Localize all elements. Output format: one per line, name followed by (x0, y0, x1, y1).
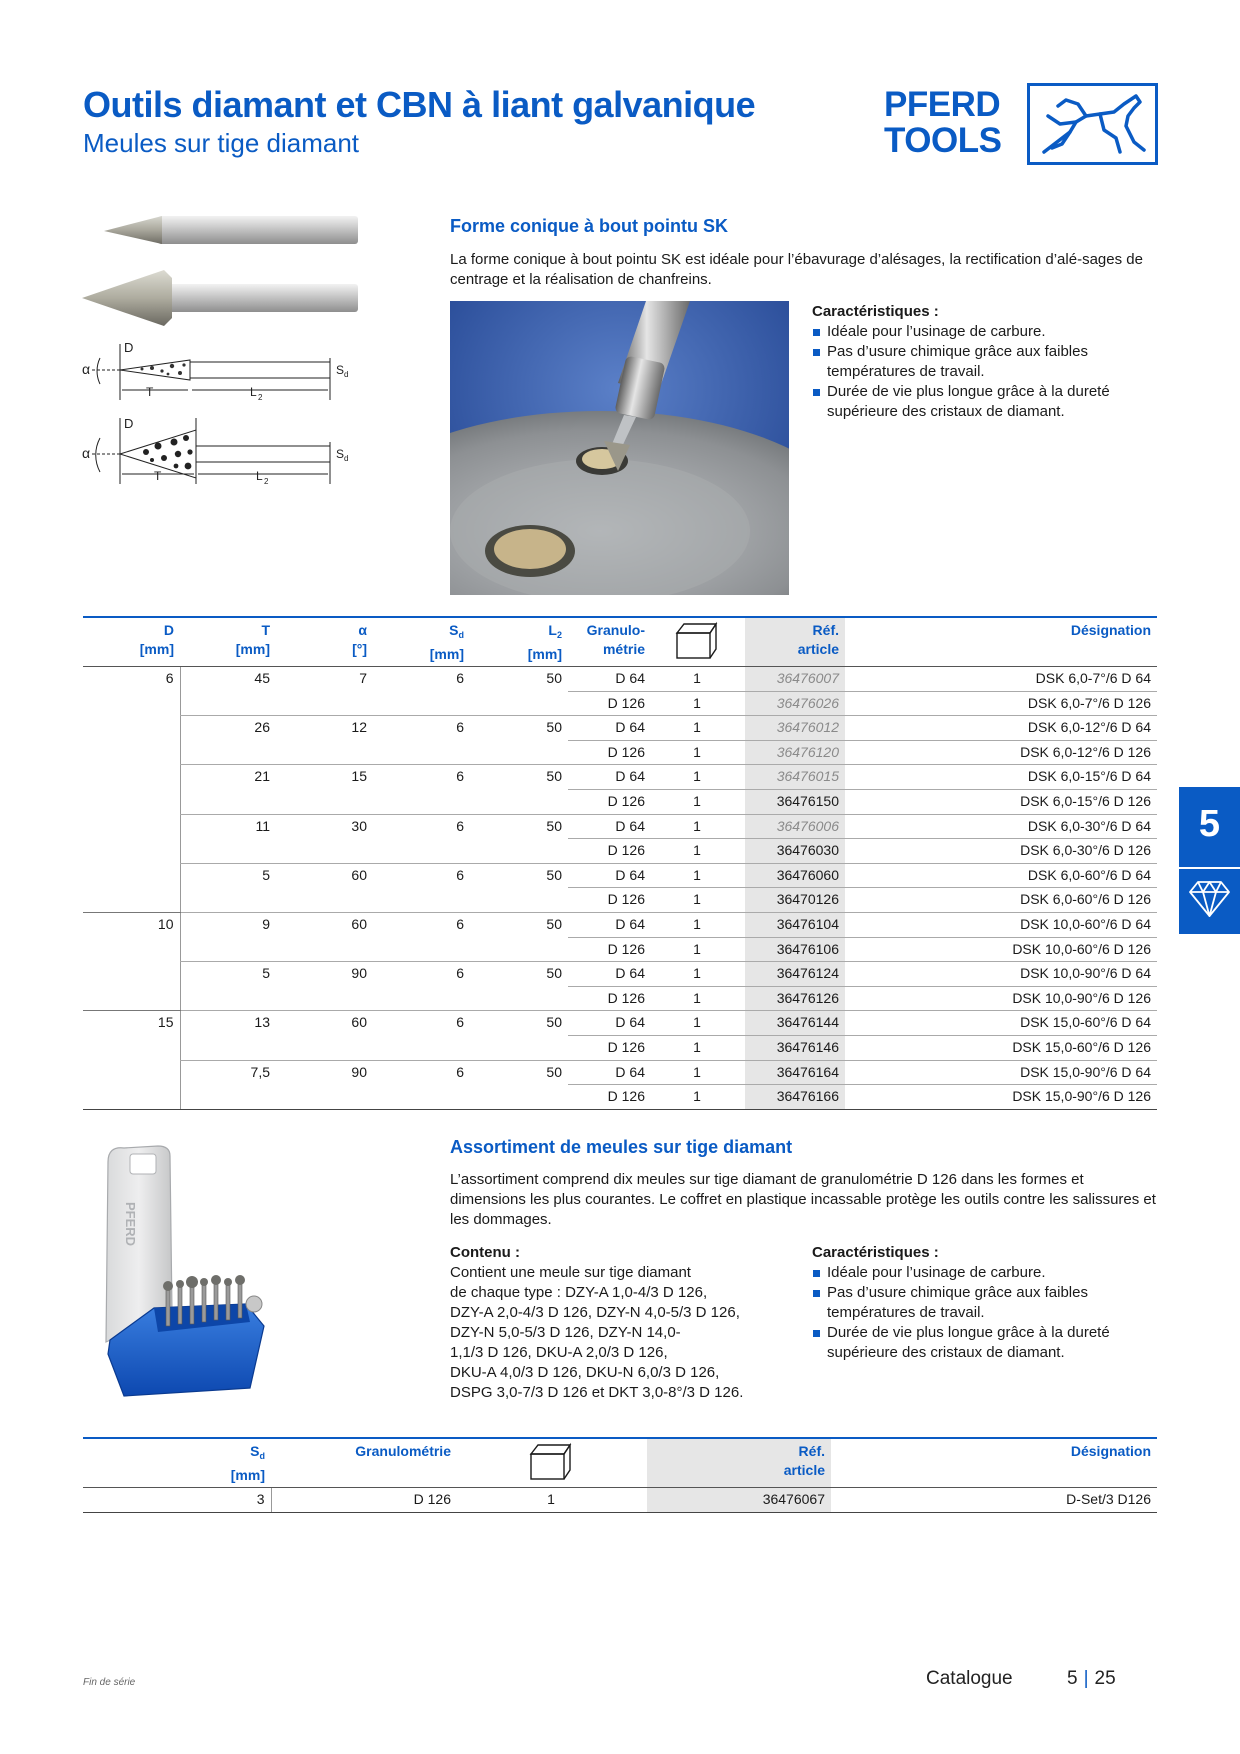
cell-L: 50 (546, 915, 562, 932)
product-image-assortment-case (100, 1142, 360, 1400)
cell-qty: 1 (651, 839, 745, 864)
col-header-granulometry: Granulométrie (271, 1438, 457, 1488)
cell-D (83, 888, 180, 913)
cell-T (180, 937, 276, 962)
features-list-assortment (812, 1263, 1162, 1363)
cell-ref: 36476026 (745, 691, 845, 716)
cell-gran: D 64 (568, 667, 651, 692)
cell-alpha: 15 (351, 768, 367, 785)
col-header-Sd: $S_d$ [mm] (373, 617, 470, 667)
table-row (83, 962, 1157, 987)
dim-label-alpha: α (82, 361, 91, 377)
tab-divider (1179, 867, 1240, 869)
table-row (83, 1085, 1157, 1110)
col-header-granulometry: Granulo- métrie (568, 617, 651, 667)
cell-desig: DSK 10,0-60°/6 D 126 (845, 937, 1157, 962)
cell-desig: DSK 15,0-60°/6 D 126 (845, 1035, 1157, 1060)
col-header-D: D [mm] (83, 617, 180, 667)
dim-label-T: T (146, 385, 154, 399)
cell-S (373, 1085, 470, 1110)
contents-line: DZY-A 2,0-4/3 D 126, DZY-N 4,0-5/3 D 126, (450, 1304, 740, 1321)
cell-ref: 36476104 (745, 912, 845, 937)
table-row (83, 814, 1157, 839)
features-list-sk (812, 322, 1162, 422)
col-header-T: T [mm] (180, 617, 276, 667)
cell-T: 45 (180, 667, 276, 692)
cell-S: 6 (456, 670, 464, 686)
cell-desig: DSK 6,0-12°/6 D 64 (845, 716, 1157, 741)
dim-label-alpha-2: α (82, 445, 91, 461)
section-description-sk: La forme conique à bout pointu SK est idéale pour l’ébavurage d’alésages, la rectification d’alé-sages de centrage et la réalisation de chanfreins. (450, 251, 1143, 288)
cell-ref: 36470126 (745, 888, 845, 913)
cell-L: 50 (546, 1014, 562, 1031)
cell-S: 6 (456, 768, 464, 785)
col-header-L2: $L_2$ [mm] (470, 617, 568, 667)
cell-desig: DSK 15,0-60°/6 D 64 (845, 1011, 1157, 1036)
cell-L (470, 937, 568, 962)
pferd-logo (884, 83, 1158, 165)
cell-alpha (276, 691, 373, 716)
cell-T: 9 (180, 912, 276, 937)
cell-D (83, 740, 180, 765)
cell-gran: D 126 (568, 1035, 651, 1060)
dim-label-S-sub: d (344, 370, 349, 379)
cell-ref: 36476106 (745, 937, 845, 962)
cell-L: 50 (546, 817, 562, 834)
diamond-icon (1188, 879, 1231, 919)
contents-line: DSPG 3,0-7/3 D 126 et DKT 3,0-8°/3 D 126. (450, 1384, 744, 1401)
cell-D: 15 (157, 1014, 174, 1031)
cell-alpha: 7 (359, 670, 367, 686)
col-header-designation: Désignation (845, 617, 1157, 667)
dim-label-T-2: T (154, 469, 162, 483)
cell-S (373, 740, 470, 765)
cell-gran: D 64 (568, 716, 651, 741)
cell-S: 6 (456, 965, 464, 982)
cell-D (83, 962, 180, 987)
contents-list (450, 1263, 790, 1403)
cell-D (83, 789, 180, 814)
cell-alpha: 90 (351, 1063, 367, 1080)
cell-desig: DSK 6,0-15°/6 D 126 (845, 789, 1157, 814)
cell-desig: DSK 10,0-90°/6 D 126 (845, 986, 1157, 1011)
cell-D (83, 1085, 180, 1110)
cell-D (83, 937, 180, 962)
cell-S: 6 (456, 1063, 464, 1080)
cell-S (373, 691, 470, 716)
cell-T: 11 (180, 814, 276, 839)
cell-L (470, 1085, 568, 1110)
cell-desig: DSK 6,0-7°/6 D 126 (845, 691, 1157, 716)
cell-qty: 1 (651, 667, 745, 692)
cell-L (470, 888, 568, 913)
cell-qty: 1 (651, 888, 745, 913)
cell-D (83, 1060, 180, 1085)
cell-S (373, 937, 470, 962)
cell-S: 6 (456, 817, 464, 834)
cell-T (180, 986, 276, 1011)
col-header-package-icon (651, 617, 745, 667)
cell-T (180, 740, 276, 765)
cell-S (373, 789, 470, 814)
dim-label-D-2: D (124, 416, 134, 431)
cell-T: 5 (180, 863, 276, 888)
cell-ref: 36476067 (647, 1488, 831, 1513)
table-row (83, 1035, 1157, 1060)
table-row (83, 863, 1157, 888)
cell-qty: 1 (651, 1085, 745, 1110)
cell-ref: 36476012 (745, 716, 845, 741)
table-row (83, 765, 1157, 790)
cell-alpha (276, 986, 373, 1011)
cell-T (180, 1085, 276, 1110)
cell-T (180, 691, 276, 716)
footer-page: 25 (1094, 1668, 1116, 1689)
cell-ref: 36476146 (745, 1035, 845, 1060)
cell-alpha: 60 (351, 866, 367, 883)
cell-T (180, 789, 276, 814)
application-photo (450, 301, 789, 595)
cell-gran: D 64 (568, 1060, 651, 1085)
cell-gran: D 64 (568, 962, 651, 987)
col-header-alpha: α [°] (276, 617, 373, 667)
dim-label-L-sub-2: 2 (264, 477, 269, 486)
cell-desig: DSK 6,0-60°/6 D 126 (845, 888, 1157, 913)
cell-qty: 1 (651, 986, 745, 1011)
logo-text-line1: PFERD (884, 85, 1001, 124)
cell-alpha: 30 (351, 817, 367, 834)
chapter-number: 5 (1198, 803, 1221, 845)
section-title-sk: Forme conique à bout pointu SK (450, 216, 728, 236)
table-row (83, 1060, 1157, 1085)
cell-S (373, 986, 470, 1011)
dim-label-L: L (250, 385, 257, 399)
cell-S: 6 (456, 915, 464, 932)
col-header-package-icon (457, 1438, 647, 1488)
section-description-assortment: L’assortiment comprend dix meules sur tige diamant de granulométrie D 126 dans les formes et dimensions les plus courantes. Le coffret en plastique incassable protège les outils contre les salissures et les dommages. (450, 1171, 1156, 1228)
cell-gran: D 64 (568, 765, 651, 790)
cell-desig: DSK 10,0-90°/6 D 64 (845, 962, 1157, 987)
feature-item: Idéale pour l’usinage de carbure. (812, 322, 1162, 342)
cell-alpha (276, 1035, 373, 1060)
cell-D (83, 691, 180, 716)
cell-ref: 36476007 (745, 667, 845, 692)
cell-L: 50 (546, 1063, 562, 1080)
technical-diagram-small (80, 340, 370, 406)
cell-gran: D 126 (271, 1488, 457, 1513)
table-row (83, 691, 1157, 716)
table-row (83, 888, 1157, 913)
features-label-assortment: Caractéristiques : (812, 1244, 939, 1261)
cell-alpha (276, 789, 373, 814)
table-row (83, 789, 1157, 814)
cell-desig: DSK 15,0-90°/6 D 64 (845, 1060, 1157, 1085)
contents-label: Contenu : (450, 1244, 520, 1261)
cell-qty: 1 (457, 1488, 647, 1513)
cell-qty: 1 (651, 962, 745, 987)
section-title-assortment: Assortiment de meules sur tige diamant (450, 1137, 793, 1157)
cell-T (180, 839, 276, 864)
cell-T: 7,5 (180, 1060, 276, 1085)
cell-ref: 36476164 (745, 1060, 845, 1085)
cell-desig: DSK 10,0-60°/6 D 64 (845, 912, 1157, 937)
contents-line: DKU-A 4,0/3 D 126, DKU-N 6,0/3 D 126, (450, 1364, 720, 1381)
cell-ref: 36476150 (745, 789, 845, 814)
cell-D (83, 814, 180, 839)
cell-ref: 36476144 (745, 1011, 845, 1036)
feature-item: Idéale pour l’usinage de carbure. (812, 1263, 1162, 1283)
cell-ref: 36476006 (745, 814, 845, 839)
package-box-icon (674, 621, 720, 661)
cell-D: 10 (157, 915, 174, 932)
cell-qty: 1 (651, 1011, 745, 1036)
horse-emblem-icon (1027, 83, 1158, 165)
dim-label-S-2: S (336, 447, 345, 461)
cell-T: 26 (180, 716, 276, 741)
cell-L (470, 789, 568, 814)
cell-qty: 1 (651, 691, 745, 716)
cell-L (470, 691, 568, 716)
cell-ref: 36476015 (745, 765, 845, 790)
cell-S: 6 (456, 719, 464, 736)
dim-label-S-sub-2: d (344, 454, 349, 463)
cell-D (83, 1035, 180, 1060)
cell-qty: 1 (651, 937, 745, 962)
cell-S: 6 (456, 866, 464, 883)
cell-ref: 36476166 (745, 1085, 845, 1110)
cell-gran: D 126 (568, 740, 651, 765)
cell-desig: DSK 6,0-30°/6 D 126 (845, 839, 1157, 864)
cell-D (83, 863, 180, 888)
cell-gran: D 126 (568, 1085, 651, 1110)
cell-gran: D 126 (568, 888, 651, 913)
cell-gran: D 126 (568, 691, 651, 716)
cell-gran: D 64 (568, 912, 651, 937)
cell-alpha (276, 888, 373, 913)
dim-label-L-2: L (256, 469, 263, 483)
cell-S (373, 839, 470, 864)
page-title: Outils diamant et CBN à liant galvanique (83, 84, 756, 125)
cell-gran: D 126 (568, 789, 651, 814)
cell-ref: 36476060 (745, 863, 845, 888)
cell-desig: D-Set/3 D126 (831, 1488, 1157, 1513)
cell-ref: 36476124 (745, 962, 845, 987)
cell-alpha: 60 (351, 1014, 367, 1031)
cell-alpha (276, 740, 373, 765)
cell-S (373, 1035, 470, 1060)
chapter-tab[interactable] (1179, 787, 1240, 934)
logo-text-line2: TOOLS (884, 121, 1002, 160)
cell-L: 50 (546, 866, 562, 883)
contents-line: Contient une meule sur tige diamant (450, 1264, 691, 1281)
cell-alpha (276, 839, 373, 864)
cell-gran: D 126 (568, 937, 651, 962)
contents-line: DZY-N 5,0-5/3 D 126, DZY-N 14,0- (450, 1324, 681, 1341)
cell-D: 6 (165, 670, 174, 686)
cell-T (180, 1035, 276, 1060)
cell-L: 50 (546, 768, 562, 785)
case-brand-text: PFERD (123, 1202, 138, 1247)
table-row (83, 937, 1157, 962)
cell-S: 6 (456, 1014, 464, 1031)
feature-item: Pas d’usure chimique grâce aux faibles températures de travail. (812, 1283, 1162, 1323)
table-row (83, 1011, 1157, 1036)
cell-L (470, 1035, 568, 1060)
cell-qty: 1 (651, 863, 745, 888)
col-header-ref: Réf. article (745, 617, 845, 667)
cell-desig: DSK 6,0-30°/6 D 64 (845, 814, 1157, 839)
cell-desig: DSK 6,0-60°/6 D 64 (845, 863, 1157, 888)
features-label-sk: Caractéristiques : (812, 303, 939, 320)
cell-qty: 1 (651, 1060, 745, 1085)
cell-T: 13 (180, 1011, 276, 1036)
feature-item: Durée de vie plus longue grâce à la dureté supérieure des cristaux de diamant. (812, 1323, 1162, 1363)
cell-S: 3 (83, 1488, 271, 1513)
cell-gran: D 126 (568, 839, 651, 864)
cell-qty: 1 (651, 716, 745, 741)
cell-gran: D 64 (568, 1011, 651, 1036)
footer-catalogue-label: Catalogue (926, 1668, 1013, 1689)
cell-ref: 36476126 (745, 986, 845, 1011)
feature-item: Durée de vie plus longue grâce à la dureté supérieure des cristaux de diamant. (812, 382, 1162, 422)
col-header-designation: Désignation (831, 1438, 1157, 1488)
product-image-small-cone (100, 212, 362, 248)
cell-qty: 1 (651, 1035, 745, 1060)
cell-L: 50 (546, 670, 562, 686)
cell-alpha (276, 937, 373, 962)
cell-qty: 1 (651, 765, 745, 790)
cell-qty: 1 (651, 740, 745, 765)
cell-D (83, 839, 180, 864)
cell-L (470, 986, 568, 1011)
cell-L: 50 (546, 965, 562, 982)
product-table-sk (83, 616, 1157, 1110)
table-row (83, 667, 1157, 692)
cell-T: 21 (180, 765, 276, 790)
cell-ref: 36476120 (745, 740, 845, 765)
dim-label-D: D (124, 340, 134, 355)
cell-L (470, 839, 568, 864)
table-row (83, 912, 1157, 937)
footer-page-number: 5 | 25 (1067, 1668, 1116, 1689)
cell-desig: DSK 6,0-7°/6 D 64 (845, 667, 1157, 692)
table-row (83, 716, 1157, 741)
col-header-ref: Réf. article (647, 1438, 831, 1488)
col-header-Sd: $S_d$ [mm] (83, 1438, 271, 1488)
cell-qty: 1 (651, 814, 745, 839)
cell-desig: DSK 15,0-90°/6 D 126 (845, 1085, 1157, 1110)
dim-label-S: S (336, 363, 345, 377)
product-table-assortment-body (83, 1488, 1157, 1513)
dim-label-L-sub: 2 (258, 393, 263, 402)
cell-gran: D 126 (568, 986, 651, 1011)
cell-T (180, 888, 276, 913)
cell-L (470, 740, 568, 765)
table-row (83, 986, 1157, 1011)
cell-qty: 1 (651, 912, 745, 937)
table-row (83, 740, 1157, 765)
cell-D (83, 765, 180, 790)
feature-item: Pas d’usure chimique grâce aux faibles températures de travail. (812, 342, 1162, 382)
contents-line: de chaque type : DZY-A 1,0-4/3 D 126, (450, 1284, 708, 1301)
cell-S (373, 888, 470, 913)
cell-D (83, 716, 180, 741)
cell-T: 5 (180, 962, 276, 987)
cell-desig: DSK 6,0-15°/6 D 64 (845, 765, 1157, 790)
package-box-icon (528, 1442, 574, 1482)
cell-alpha: 90 (351, 965, 367, 982)
product-image-large-cone (80, 268, 362, 328)
cell-gran: D 64 (568, 863, 651, 888)
page-subtitle: Meules sur tige diamant (83, 128, 360, 158)
footer-chapter: 5 (1067, 1668, 1078, 1689)
cell-desig: DSK 6,0-12°/6 D 126 (845, 740, 1157, 765)
technical-diagram-large (80, 414, 370, 490)
cell-alpha: 60 (351, 915, 367, 932)
cell-alpha: 12 (351, 719, 367, 736)
cell-gran: D 64 (568, 814, 651, 839)
contents-line: 1,1/3 D 126, DKU-A 2,0/3 D 126, (450, 1344, 668, 1361)
cell-qty: 1 (651, 789, 745, 814)
product-table-sk-body (83, 667, 1157, 1110)
cell-ref: 36476030 (745, 839, 845, 864)
footer-legend-discontinued: Fin de série (83, 1677, 136, 1688)
cell-alpha (276, 1085, 373, 1110)
table-row (83, 1488, 1157, 1513)
table-row (83, 839, 1157, 864)
product-table-assortment (83, 1437, 1157, 1513)
cell-L: 50 (546, 719, 562, 736)
cell-D (83, 986, 180, 1011)
